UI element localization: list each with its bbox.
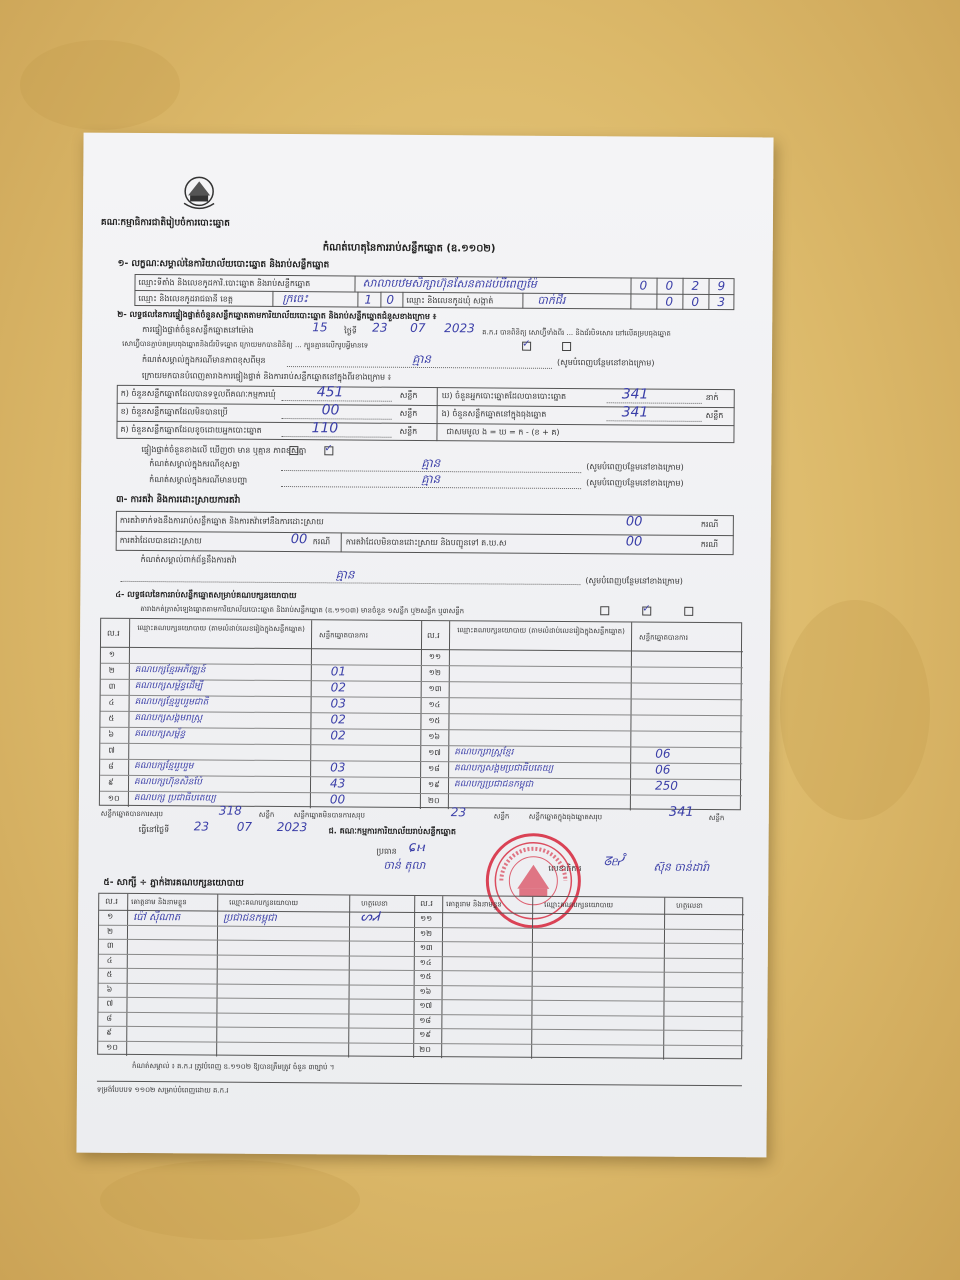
location-label: ឈ្មោះទីតាំង និងលេខកូដការិ.បោះឆ្នោត និងរាប់សន្លឹកឆ្នោត [138, 277, 311, 289]
witness-row-name: ប៉ៅ ស៊ីណាត [133, 911, 181, 924]
unit-label: សន្លឹក [399, 408, 418, 418]
total-all-label: សន្លឹកឆ្នោតក្នុងធុងឆ្នោតសរុប [528, 812, 603, 822]
commune-code-digit: 0 [691, 294, 700, 309]
witness-row-no: ៩ [106, 1027, 112, 1037]
vote-row-no: ៨ [108, 761, 114, 771]
vote-row-no: ១ [108, 649, 116, 659]
witness-row-no: ៥ [106, 969, 113, 979]
done-day: 23 [193, 819, 210, 834]
vote-row-party: គណបក្សប្រជាជនកម្ពុជា [453, 779, 534, 790]
three-sheet-checkbox[interactable] [684, 607, 693, 616]
vote-row-votes: 43 [329, 776, 346, 791]
note-label: កំណត់សម្គាល់ក្នុងករណីមានភាពខុសពីមុន [141, 355, 266, 365]
witness-row-no: ១២ [419, 928, 433, 938]
unit-label: សន្លឹក [399, 390, 418, 400]
witness-col-party: ឈ្មោះគណបក្សនយោបាយ [229, 898, 299, 908]
witness-row-no: ៦ [106, 984, 113, 994]
witness-row-no: ១៧ [419, 1000, 433, 1011]
witness-col-sign: ហត្ថលេខា [361, 899, 388, 908]
witness-table [97, 893, 743, 1059]
received-value: 451 [316, 384, 344, 401]
witness-col-party: ឈ្មោះគណបក្សនយោបាយ [544, 900, 614, 910]
chair-label: ប្រធាន [376, 846, 397, 856]
col-votes-header: សន្លឹកឆ្នោតបានការ [639, 633, 688, 642]
form-footer: ទម្រង់បែបបទ ១១០២ សម្រាប់បំពេញដោយ គ.ក.រ [96, 1085, 229, 1095]
chair-signature: ɕⲙ [408, 838, 425, 856]
province-code-digit: 0 [386, 292, 395, 307]
vote-row-party: គណបក្សសម្ព័ន្ធដើម្បី [134, 680, 203, 692]
section5-heading: ៥- សាក្សី ÷ ភ្នាក់ងារគណបក្សនយោបាយ [103, 877, 244, 889]
commune-code-digit: 0 [665, 294, 674, 309]
witness-row-no: ១៥ [419, 971, 432, 982]
commune-code-digit: 3 [717, 295, 726, 310]
note2-hint: (សូមបំពេញបន្ថែមនៅខាងក្រោម) [586, 462, 684, 472]
witness-row-no: ៨ [106, 1013, 113, 1023]
verify-text-2: គ.ក.រ បានពិនិត្យ សោហ្វ៊ីទាំងពីរ ... និងជ័របិទសោរ នៅលើគម្របធុងឆ្នោត [482, 328, 671, 338]
in-box-label: ង) ចំនួនសន្លឹកឆ្នោតនៅក្នុងធុងឆ្នោត [441, 409, 547, 419]
form-title: កំណត់ហេតុនៃការរាប់សន្លឹកឆ្នោត (ឧ.១១០២) [322, 242, 496, 255]
witness-col-name: គោត្តនាម និងនាមខ្លួន [131, 897, 187, 907]
vote-row-party: គណបក្ស ប្រជាធិបតេយ្យ [133, 792, 216, 804]
total-invalid-value: 23 [450, 805, 467, 820]
vote-row-votes: 03 [330, 760, 346, 775]
unit-label: សន្លឹក [705, 410, 724, 421]
witness-col-name: គោត្តនាម និងនាមខ្លួន [446, 900, 502, 909]
vote-row-party: គណបក្សខ្មែរអភិវឌ្ឍន៍ [134, 664, 206, 676]
witness-row-no: ១៩ [419, 1029, 432, 1040]
vote-row-no: ១៣ [428, 684, 442, 694]
resolved-label: ការតវ៉ាដែលបានដោះស្រាយ [119, 535, 202, 546]
final-note: កំណត់សម្គាល់ ៖ គ.ក.រ ត្រូវបំពេញ ឧ.១១០២ ឱ្យបានត្រឹមត្រូវ ចំនួន ៣ច្បាប់ ។ [132, 1061, 335, 1072]
col-no-header: ល.រ [427, 631, 440, 641]
witness-col-no: ល.រ [105, 896, 118, 906]
agency-name: គណៈកម្មាធិការជាតិរៀបចំការបោះឆ្នោត [100, 217, 230, 229]
unused-label: ខ) ចំនួនសន្លឹកឆ្នោតដែលមិនបានប្រើ [120, 406, 228, 417]
spoiled-value: 110 [311, 420, 339, 437]
vote-row-votes: 02 [330, 680, 347, 695]
section4-heading: ៤- លទ្ធផលនៃការរាប់សន្លឹកឆ្នោតសម្រាប់គណបក្សនយោបាយ [115, 589, 297, 601]
vote-row-no: ១៩ [427, 780, 440, 790]
verify-text: ការផ្ទៀងផ្ទាត់ចំនួនសន្លឹកឆ្នោតនៅម៉ោង [142, 325, 254, 335]
vote-row-no: ១៥ [428, 716, 441, 726]
cases-unit: ករណី [312, 537, 331, 547]
unit-label: សន្លឹក [493, 812, 510, 821]
vote-row-party: គណបក្សហ៊ុនសិនប៉ែ [134, 776, 203, 788]
complaint-note-label: កំណត់សម្គាល់ពាក់ព័ន្ធនឹងការតវ៉ា [140, 555, 237, 565]
vote-row-no: ៤ [108, 697, 115, 707]
vote-row-votes: 01 [330, 664, 347, 679]
witness-row-no: ១០ [106, 1042, 118, 1052]
section2-heading: ២- លទ្ធផលនៃការផ្ទៀងផ្ទាត់ចំនួនសន្លឹកឆ្នោតតាមការិយាល័យបោះឆ្នោត និងរាប់សន្លឹកឆ្នោតជំនួសខាងក្រោម ៖ [117, 309, 437, 322]
done-label: ធ្វើនៅថ្ងៃទី [138, 825, 170, 835]
note-value: គ្មាន [411, 351, 432, 367]
keys-not-ok-checkbox[interactable] [562, 342, 571, 351]
secretary-name: ស៊ុន ចាន់ដារ៉ា [653, 860, 710, 874]
vote-row-no: ៥ [108, 713, 115, 723]
unit-label: សន្លឹក [258, 810, 275, 819]
note2-value: គ្មាន [421, 455, 441, 471]
vote-row-votes: 06 [655, 762, 671, 777]
witness-col-no: ល.រ [420, 898, 433, 909]
vote-row-no: ៩ [108, 777, 114, 787]
complaint-label: ការតវ៉ាទាក់ទងនឹងការរាប់សន្លឹកឆ្នោត និងការតវ៉ាទៅនឹងការដោះស្រាយ [119, 515, 324, 527]
in-box-value: 341 [621, 404, 649, 421]
verify-time: 15 [312, 320, 328, 335]
col-party-header: ឈ្មោះគណបក្សនយោបាយ (តាមលំដាប់លេខរៀងក្នុងសន្លឹកឆ្នោត) [457, 626, 625, 636]
vote-row-party: គណបក្សរាស្ត្រខ្មែរ [454, 747, 514, 758]
note3-value: គ្មាន [421, 471, 441, 487]
note-hint: (សូមបំពេញបន្ថែមនៅខាងក្រោម) [556, 357, 655, 368]
received-label: ក) ចំនួនសន្លឹកឆ្នោតដែលបានទទួលពីគណៈកម្មការឃុំ [120, 388, 276, 399]
done-month: 07 [236, 819, 253, 834]
commune-value: បាក់ជីរ [537, 293, 566, 307]
vote-row-party: គណបក្សសង្គមរាស្ត្រ [134, 712, 203, 724]
province-value: ក្រចេះ [282, 291, 309, 306]
complaint-note-hint: (សូមបំពេញបន្ថែមនៅខាងក្រោម) [585, 576, 683, 586]
secretary-label: លេខាធិការ [548, 863, 582, 874]
vote-row-party: គណបក្សខ្មែររួបរួម [134, 760, 194, 772]
unused-value: 00 [321, 402, 340, 419]
votes-table [99, 618, 742, 810]
verify-month: 07 [410, 320, 426, 335]
witness-row-no: ១១ [420, 913, 433, 924]
witness-row-party: ប្រជាជនកម្ពុជា [223, 912, 277, 924]
resolved-value: 00 [290, 532, 308, 548]
vote-row-no: ៦ [108, 729, 115, 739]
spoiled-label: គ) ចំនួនសន្លឹកឆ្នោតដែលខូចដោយអ្នកបោះឆ្នោត [120, 424, 262, 435]
location-code-digit: 2 [691, 278, 700, 293]
election-form-sheet: គណៈកម្មាធិការជាតិរៀបចំការបោះឆ្នោត កំណត់ហេតុនៃការរាប់សន្លឹកឆ្នោត (ឧ.១១០២) ១- លក្ខណៈសម្គាល់នៃការិយាល័យបោះឆ្នោត និងរាប់សន្លឹកឆ្នោត ឈ្មោះទីតាំង និងលេខកូដការិ.បោះឆ្នោត និងរាប់សន្លឹកឆ្នោត សាលាបឋមសិក្សាហ៊ុនសែនតាដប់បីពេញម៉ែ 0 0 2 9 ឈ្មោះ និងលេខកូដរាជធានី ខេត្ត ក្រចេះ 1 0 ឈ្មោះ និងលេខកូដឃុំ សង្កាត់ បាក់ជីរ 0 0 3 ២- លទ្ធផលនៃការផ្ទៀងផ្ទាត់ចំនួនសន្លឹកឆ្នោតតាមការិយាល័យបោះឆ្នោត និងរាប់សន្លឹកឆ្នោតជំនួសខាងក្រោម ៖ ការផ្ទៀងផ្ទាត់ចំនួនសន្លឹកឆ្នោតនៅម៉ោង 15 ថ្ងៃទី 23 07 2023 គ.ក.រ បានពិនិត្យ សោហ្វ៊ីទាំងពីរ ... និងជ័របិទសោរ នៅលើគម្របធុងឆ្នោត សោហ្វ៊ីបានភ្ជាប់គម្របធុងឆ្នោតនិងជ័របិទឆ្នោត ក្រោយមកបានពិនិត្យ ... ក្បួនគ្មានលើករូបអ្វីមានទេ ✓ កំណត់សម្គាល់ក្នុងករណីមានភាពខុសពីមុន គ្មាន (សូមបំពេញបន្ថែមនៅខាងក្រោម) ក្រោយមកបានបំពេញតារាងការផ្ទៀងផ្ទាត់ និងការរាប់សន្លឹកឆ្នោតនៅក្នុងពីរខាងក្រោម ៖ ក) ចំនួនសន្លឹកឆ្នោតដែលបានទទួលពីគណៈកម្មការឃុំ 451 សន្លឹក ខ) ចំនួនសន្លឹកឆ្នោតដែលមិនបានប្រើ 00 សន្លឹក គ) ចំនួនសន្លឹកឆ្នោតដែលខូចដោយអ្នកបោះឆ្នោត 110 សន្លឹក ឃ) ចំនួនអ្នកបោះឆ្នោតដែលបានបោះឆ្នោត 341 នាក់ ង) ចំនួនសន្លឹកឆ្នោតនៅក្នុងធុងឆ្នោត 341 សន្លឹក ជាសមមូល ង = ឃ = ក - (ខ + គ) ផ្ទៀងផ្ទាត់ចំនួនខាងលើ ឃើញថា មាន ឬគ្មាន ភាពខុសគ្នា ✓ កំណត់សម្គាល់ក្នុងករណីខុសគ្នា គ្មាន (សូមបំពេញបន្ថែមនៅខាងក្រោម) កំណត់សម្គាល់ក្នុងករណីមានបញ្ហា គ្មាន (សូមបំពេញបន្ថែមនៅខាងក្រោម) ៣- ការតវ៉ា និងការដោះស្រាយការតវ៉ា ការតវ៉ាទាក់ទងនឹងការរាប់សន្លឹកឆ្នោត និងការតវ៉ាទៅនឹងការដោះស្រាយ 00 ករណី ការតវ៉ាដែលបានដោះស្រាយ 00 ករណី ការតវ៉ាដែលមិនបានដោះស្រាយ និងបញ្ជូនទៅ គ.ឃ.ស 00 ករណី កំណត់សម្គាល់ពាក់ព័ន្ធនឹងការតវ៉ា គ្មាន (សូមបំពេញបន្ថែមនៅខាងក្រោម) ៤- លទ្ធផលនៃការរាប់សន្លឹកឆ្នោតសម្រាប់គណបក្សនយោបាយ តារាងកត់ត្រាសំឡេងឆ្នោតតាមការិយាល័យបោះឆ្នោត និងរាប់សន្លឹកឆ្នោត (ឧ.១១០៣) មានចំនួន ១សន្លឹក ឬ២សន្លឹក ឬ៣សន្លឹក ✓ ល.រ ឈ្មោះគណបក្សនយោបាយ (តាមលំដាប់លេខរៀងក្នុងសន្លឹកឆ្នោត) សន្លឹកឆ្នោតបានការ ល.រ ឈ្មោះគណបក្សនយោបាយ (តាមលំដាប់លេខរៀងក្នុងសន្លឹកឆ្នោត) សន្លឹកឆ្នោតបានការ ១ ១១ ២ គណបក្សខ្មែរអភិវឌ្ឍន៍ 01 ១២ ៣ គណបក្សសម្ព័ន្ធដើម្បី 02 ១៣ ៤ គណបក្សខ្មែររួបរួមជាតិ 03 ១៤ ៥ គណបក្សសង្គមរាស្ត្រ 02 ១៥ ៦ គណបក្សសម្ព័ន្ធ 02 ១៦ ៧ ១៧ គណបក្សរាស្ត្រខ្មែរ 06 ៨ គណបក្សខ្មែររួបរួម 03 ១៨ គណបក្សសង្គមប្រជាធិបតេយ្យ 06 ៩ គណបក្សហ៊ុនសិនប៉ែ 43 ១៩ គណបក្សប្រជាជនកម្ពុជា 250 ១០ គណបក្ស ប្រជាធិបតេយ្យ 00 ២០ សន្លឹកឆ្នោតបានការសរុប 318 សន្លឹក សន្លឹកឆ្នោតមិនបានការសរុប 23 សន្លឹក សន្លឹកឆ្នោតក្នុងធុងឆ្នោតសរុប 341 សន្លឹក ធ្វើនៅថ្ងៃទី 23 07 2023 ជ. គណៈកម្មការការិយាល័យរាប់សន្លឹកឆ្នោត ប្រធាន ɕⲙ ចាន់ តុលា លេខាធិការ ᘔᥱᓮ ស៊ុន ចាន់ដារ៉ា ៥- សាក្សី ÷ ភ្នាក់ងារគណបក្សនយោបាយ ល.រ គោត្តនាម និងនាមខ្លួន ឈ្មោះគណបក្សនយោបាយ ហត្ថលេខា ល.រ គោត្តនាម និងនាមខ្លួន ឈ្មោះគណបក្សនយោបាយ ហត្ថលេខា ១ ប៉ៅ ស៊ីណាត ប្រជាជនកម្ពុជា ១១ ២ ១២ ៣ ១៣ ៤ ១៤ ៥ ១៥ ៦ ១៦ ៧ ១៧ ៨ ១៨ ៩ ១៩ ១០ ២០ ᔕᏗ កំណត់សម្គាល់ ៖ គ.ក.រ ត្រូវបំពេញ ឧ.១១០២ ឱ្យបានត្រឹមត្រូវ ចំនួន ៣ច្បាប់ ។ ទម្រង់បែបបទ ១១០២ សម្រាប់បំពេញដោយ គ.ក.រ [76, 133, 773, 1158]
verify-day: 23 [372, 320, 388, 335]
complaint-value: 00 [625, 514, 643, 530]
vote-row-votes: 250 [654, 778, 678, 793]
vote-row-no: ១០ [107, 793, 120, 803]
vote-row-votes: 06 [655, 746, 671, 761]
location-code-digit: 0 [665, 278, 674, 293]
total-valid-value: 318 [218, 803, 242, 818]
persons-unit: នាក់ [705, 392, 719, 403]
total-invalid-label: សន្លឹកឆ្នោតមិនបានការសរុប [293, 811, 365, 820]
note3-hint: (សូមបំពេញបន្ថែមនៅខាងក្រោម) [586, 478, 684, 488]
nec-emblem-logo [178, 173, 220, 213]
witness-row-no: ៧ [106, 998, 114, 1008]
note2-label: កំណត់សម្គាល់ក្នុងករណីខុសគ្នា [149, 459, 240, 469]
witness-row-no: ១៣ [419, 942, 433, 953]
witness-row-no: ១៤ [419, 957, 432, 967]
vote-row-party: គណបក្សសង្គមប្រជាធិបតេយ្យ [454, 763, 554, 774]
voters-label: ឃ) ចំនួនអ្នកបោះឆ្នោតដែលបានបោះឆ្នោត [441, 391, 567, 401]
count-intro: ក្រោយមកបានបំពេញតារាងការផ្ទៀងផ្ទាត់ និងការរាប់សន្លឹកឆ្នោតនៅក្នុងពីរខាងក្រោម ៖ [141, 371, 392, 382]
vote-row-no: ១៦ [428, 732, 441, 742]
cases-unit: ករណី [700, 519, 719, 530]
vote-row-no: ១២ [428, 668, 441, 678]
province-label: ឈ្មោះ និងលេខកូដរាជធានី ខេត្ត [138, 293, 233, 304]
vote-row-no: ១៧ [428, 748, 441, 758]
unresolved-label: ការតវ៉ាដែលមិនបានដោះស្រាយ និងបញ្ជូនទៅ គ.ឃ.ស [345, 537, 507, 548]
check-line: ផ្ទៀងផ្ទាត់ចំនួនខាងលើ ឃើញថា មាន ឬគ្មាន ភាពខុសគ្នា [141, 445, 307, 456]
vote-row-no: ២០ [427, 796, 440, 806]
unresolved-value: 00 [625, 534, 643, 550]
location-code-digit: 0 [639, 278, 648, 293]
note3-label: កំណត់សម្គាល់ក្នុងករណីមានបញ្ហា [149, 475, 248, 485]
vote-row-votes: 00 [329, 792, 346, 807]
complaint-note-value: គ្មាន [335, 567, 355, 582]
total-valid-label: សន្លឹកឆ្នោតបានការសរុប [100, 809, 164, 819]
done-year: 2023 [276, 819, 308, 835]
cases-unit: ករណី [700, 539, 719, 550]
verify-year: 2023 [444, 321, 475, 336]
vote-row-no: ៣ [108, 681, 116, 691]
unit-label: សន្លឹក [708, 813, 725, 823]
location-value: សាលាបឋមសិក្សាហ៊ុនសែនតាដប់បីពេញម៉ែ [362, 276, 537, 291]
vote-row-no: ២ [108, 665, 115, 675]
chair-name: ចាន់ តុលា [383, 858, 426, 873]
location-code-digit: 9 [717, 279, 726, 294]
vote-row-votes: 02 [330, 712, 346, 727]
witness-row-no: ៤ [106, 955, 113, 965]
witness-col-sign: ហត្ថលេខា [676, 901, 703, 910]
witness-row-no: ៣ [106, 940, 114, 950]
section1-heading: ១- លក្ខណៈសម្គាល់នៃការិយាល័យបោះឆ្នោត និងរាប់សន្លឹកឆ្នោត [117, 258, 330, 271]
vote-row-no: ១១ [428, 652, 442, 662]
vote-row-votes: 02 [330, 728, 346, 743]
witness-signature: ᔕᏗ [361, 909, 380, 925]
vote-row-party: គណបក្សសម្ព័ន្ធ [134, 728, 186, 740]
col-votes-header: សន្លឹកឆ្នោតបានការ [319, 631, 368, 640]
section4-intro: តារាងកត់ត្រាសំឡេងឆ្នោតតាមការិយាល័យបោះឆ្នោត និងរាប់សន្លឹកឆ្នោត (ឧ.១១០៣) មានចំនួន ១សន្លឹក ឬ២សន្លឹក ឬ៣សន្លឹក [140, 605, 465, 616]
total-all-value: 341 [668, 804, 694, 820]
col-party-header: ឈ្មោះគណបក្សនយោបាយ (តាមលំដាប់លេខរៀងក្នុងសន្លឹកឆ្នោត) [137, 623, 305, 634]
vote-row-votes: 03 [330, 696, 346, 711]
unit-label: សន្លឹក [399, 426, 418, 436]
witness-row-no: ១៨ [419, 1015, 432, 1025]
secretary-signature: ᘔᥱᓮ [603, 854, 625, 869]
one-sheet-checkbox[interactable] [600, 606, 609, 615]
formula-text: ជាសមមូល ង = ឃ = ក - (ខ + គ) [446, 427, 560, 437]
diff-yes-checkbox[interactable] [289, 446, 298, 455]
witness-row-no: ២ [106, 926, 114, 936]
date-label: ថ្ងៃទី [344, 326, 357, 336]
section3-heading: ៣- ការតវ៉ា និងការដោះស្រាយការតវ៉ា [115, 494, 241, 506]
vote-row-party: គណបក្សខ្មែររួបរួមជាតិ [134, 696, 209, 708]
witness-row-no: ១៦ [419, 986, 432, 996]
commune-label: ឈ្មោះ និងលេខកូដឃុំ សង្កាត់ [406, 295, 494, 306]
witness-row-no: ១ [107, 911, 114, 921]
signers-label: ជ. គណៈកម្មការការិយាល័យរាប់សន្លឹកឆ្នោត [328, 826, 456, 837]
col-no-header: ល.រ [107, 628, 120, 638]
vote-row-no: ១៤ [428, 700, 441, 710]
vote-row-no: ១៨ [428, 764, 440, 774]
province-code-digit: 1 [364, 292, 373, 307]
vote-row-no: ៧ [108, 745, 115, 755]
voters-value: 341 [621, 386, 649, 403]
witness-row-no: ២០ [419, 1044, 431, 1054]
verify-text-3: សោហ្វ៊ីបានភ្ជាប់គម្របធុងឆ្នោតនិងជ័របិទឆ្នោត ក្រោយមកបានពិនិត្យ ... ក្បួនគ្មានលើករូបអ្វីមានទេ [122, 339, 369, 350]
